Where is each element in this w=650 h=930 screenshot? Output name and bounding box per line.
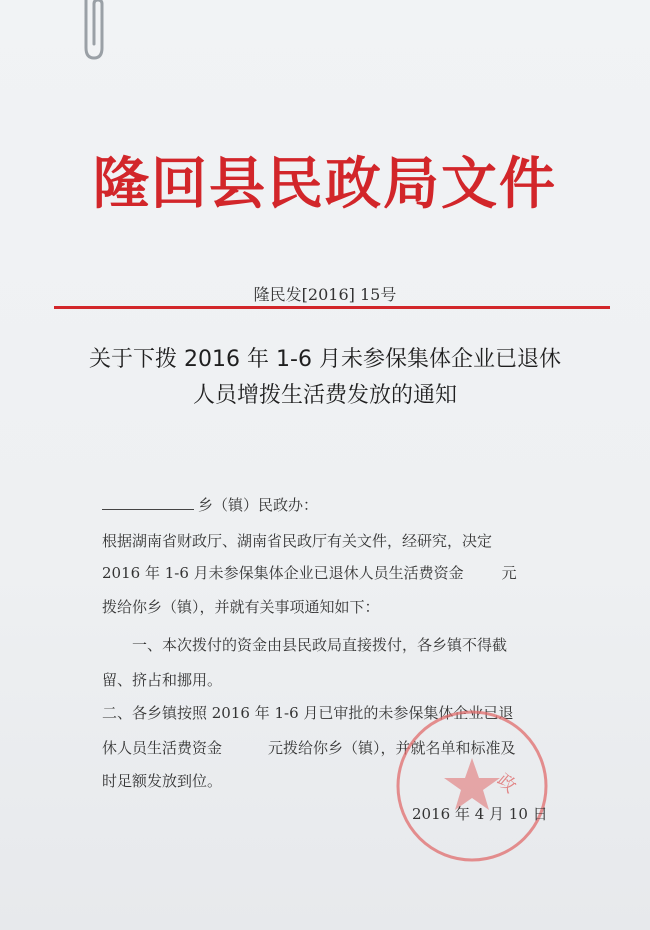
body-line-1: 根据湖南省财政厅、湖南省民政厅有关文件，经研究，决定 bbox=[102, 532, 493, 550]
addressee-blank bbox=[102, 495, 194, 510]
notice-title-line-2: 人员增拨生活费发放的通知 bbox=[192, 383, 457, 408]
body-line-6: 二、各乡镇按照 2016 年 1-6 月已审批的未参保集体企业已退 bbox=[102, 704, 514, 722]
body-line-3: 拨给你乡（镇），并就有关事项通知如下： bbox=[102, 598, 380, 616]
body-line-5: 留、挤占和挪用。 bbox=[102, 671, 223, 689]
addressee-text: 乡（镇）民政办： bbox=[198, 496, 319, 514]
body-line-2-unit: 元 bbox=[501, 564, 517, 582]
notice-title bbox=[40, 342, 610, 414]
notice-title-line-1: 关于下拨 2016 年 1-6 月未参保集体企业已退休 bbox=[89, 347, 561, 372]
body-line-7-text: 休人员生活费资金 bbox=[102, 739, 223, 757]
document-header-title: 隆回县民政局文件 bbox=[93, 152, 557, 217]
header-red-rule bbox=[54, 306, 610, 309]
body-line-4: 一、本次拨付的资金由县民政局直接拨付，各乡镇不得截 bbox=[132, 636, 508, 654]
body-line-8: 时足额发放到位。 bbox=[102, 772, 223, 790]
paper-clip-icon bbox=[72, 0, 112, 62]
body-line-2 bbox=[102, 562, 517, 583]
official-seal-icon bbox=[392, 706, 552, 866]
document-date: 2016 年 4 月 10 日 bbox=[412, 805, 548, 823]
seal-character: 政 bbox=[492, 769, 521, 798]
body-line-2-text: 2016 年 1-6 月未参保集体企业已退休人员生活费资金 bbox=[102, 564, 464, 582]
body-line-7-rest: 元拨给你乡（镇），并就名单和标准及 bbox=[268, 739, 516, 757]
document-number: 隆民发[2016] 15号 bbox=[253, 285, 397, 304]
addressee bbox=[102, 494, 318, 515]
